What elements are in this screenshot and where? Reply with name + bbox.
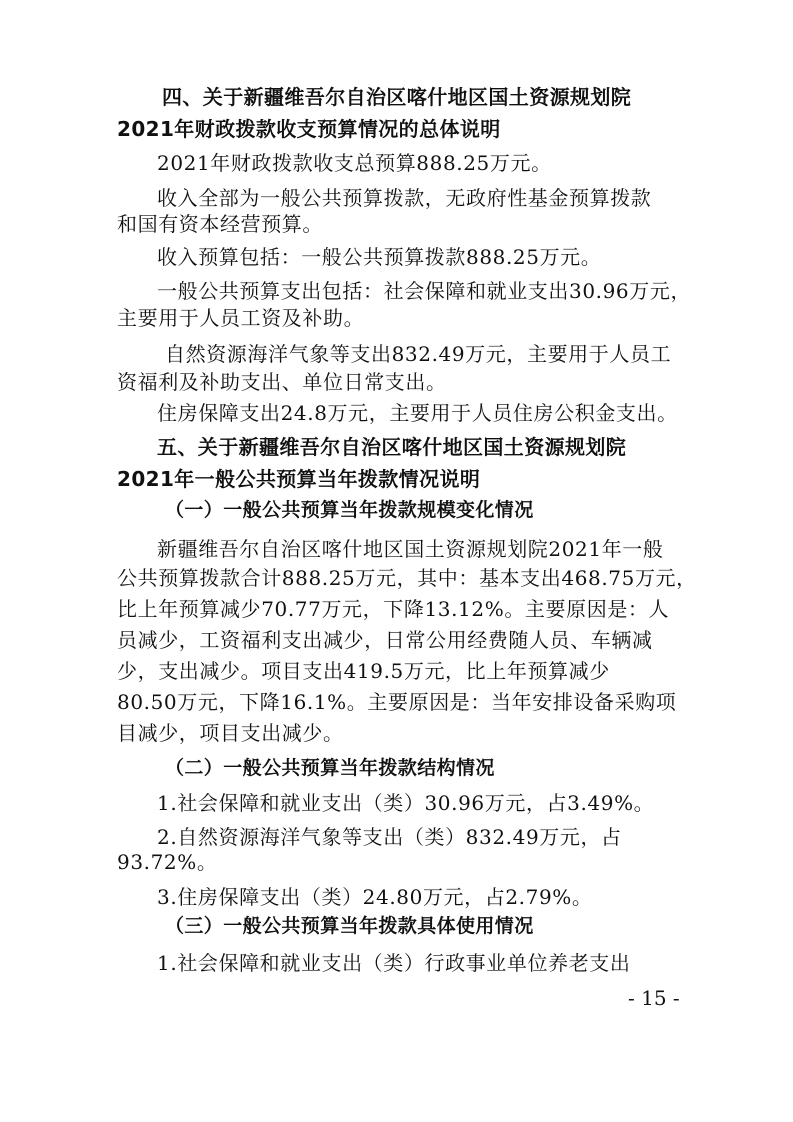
section4-paragraph: 2021年财政拨款收支总预算888.25万元。 [157, 151, 552, 175]
section4-title-line2: 2021年财政拨款收支预算情况的总体说明 [117, 117, 501, 141]
structure-item: 3.住房保障支出（类）24.80万元，占2.79%。 [157, 885, 593, 909]
section4-paragraph: 一般公共预算支出包括：社会保障和就业支出30.96万元， [157, 279, 692, 303]
subsection-heading: （二）一般公共预算当年拨款结构情况 [165, 757, 495, 779]
section5-paragraph: 员减少，工资福利支出减少，日常公用经费随人员、车辆减 [117, 628, 653, 652]
section5-paragraph: 少，支出减少。项目支出419.5万元，比上年预算减少 [117, 659, 610, 683]
structure-item: 93.72%。 [117, 850, 218, 874]
section5-paragraph: 目减少，项目支出减少。 [117, 721, 344, 745]
section4-paragraph: 主要用于人员工资及补助。 [117, 306, 365, 330]
structure-item: 1.社会保障和就业支出（类）30.96万元，占3.49%。 [157, 791, 655, 815]
page-number: - 15 - [628, 986, 680, 1010]
section4-paragraph: 收入全部为一般公共预算拨款，无政府性基金预算拨款 [157, 186, 652, 210]
subsection-heading: （三）一般公共预算当年拨款具体使用情况 [165, 915, 534, 937]
section5-paragraph: 80.50万元，下降16.1%。主要原因是：当年安排设备采购项 [117, 690, 677, 714]
section4-paragraph: 自然资源海洋气象等支出832.49万元，主要用于人员工 [165, 342, 672, 366]
subsection-heading: （一）一般公共预算当年拨款规模变化情况 [165, 499, 534, 521]
section4-title-line1: 四、关于新疆维吾尔自治区喀什地区国土资源规划院 [162, 85, 632, 109]
section5-paragraph: 新疆维吾尔自治区喀什地区国土资源规划院2021年一般 [157, 537, 664, 561]
section5-paragraph: 公共预算拨款合计888.25万元，其中：基本支出468.75万元， [117, 566, 697, 590]
structure-item: 2.自然资源海洋气象等支出（类）832.49万元，占 [157, 825, 622, 849]
section5-title-line2: 2021年一般公共预算当年拨款情况说明 [117, 467, 481, 491]
section4-paragraph: 和国有资本经营预算。 [117, 212, 323, 236]
section4-paragraph: 收入预算包括：一般公共预算拨款888.25万元。 [157, 245, 602, 269]
section4-paragraph: 资福利及补助支出、单位日常支出。 [117, 370, 447, 394]
section5-title-line1: 五、关于新疆维吾尔自治区喀什地区国土资源规划院 [157, 435, 627, 459]
section4-paragraph: 住房保障支出24.8万元，主要用于人员住房公积金支出。 [157, 401, 678, 425]
usage-item: 1.社会保障和就业支出（类）行政事业单位养老支出 [157, 951, 631, 975]
section5-paragraph: 比上年预算减少70.77万元，下降13.12%。主要原因是：人 [117, 597, 670, 621]
